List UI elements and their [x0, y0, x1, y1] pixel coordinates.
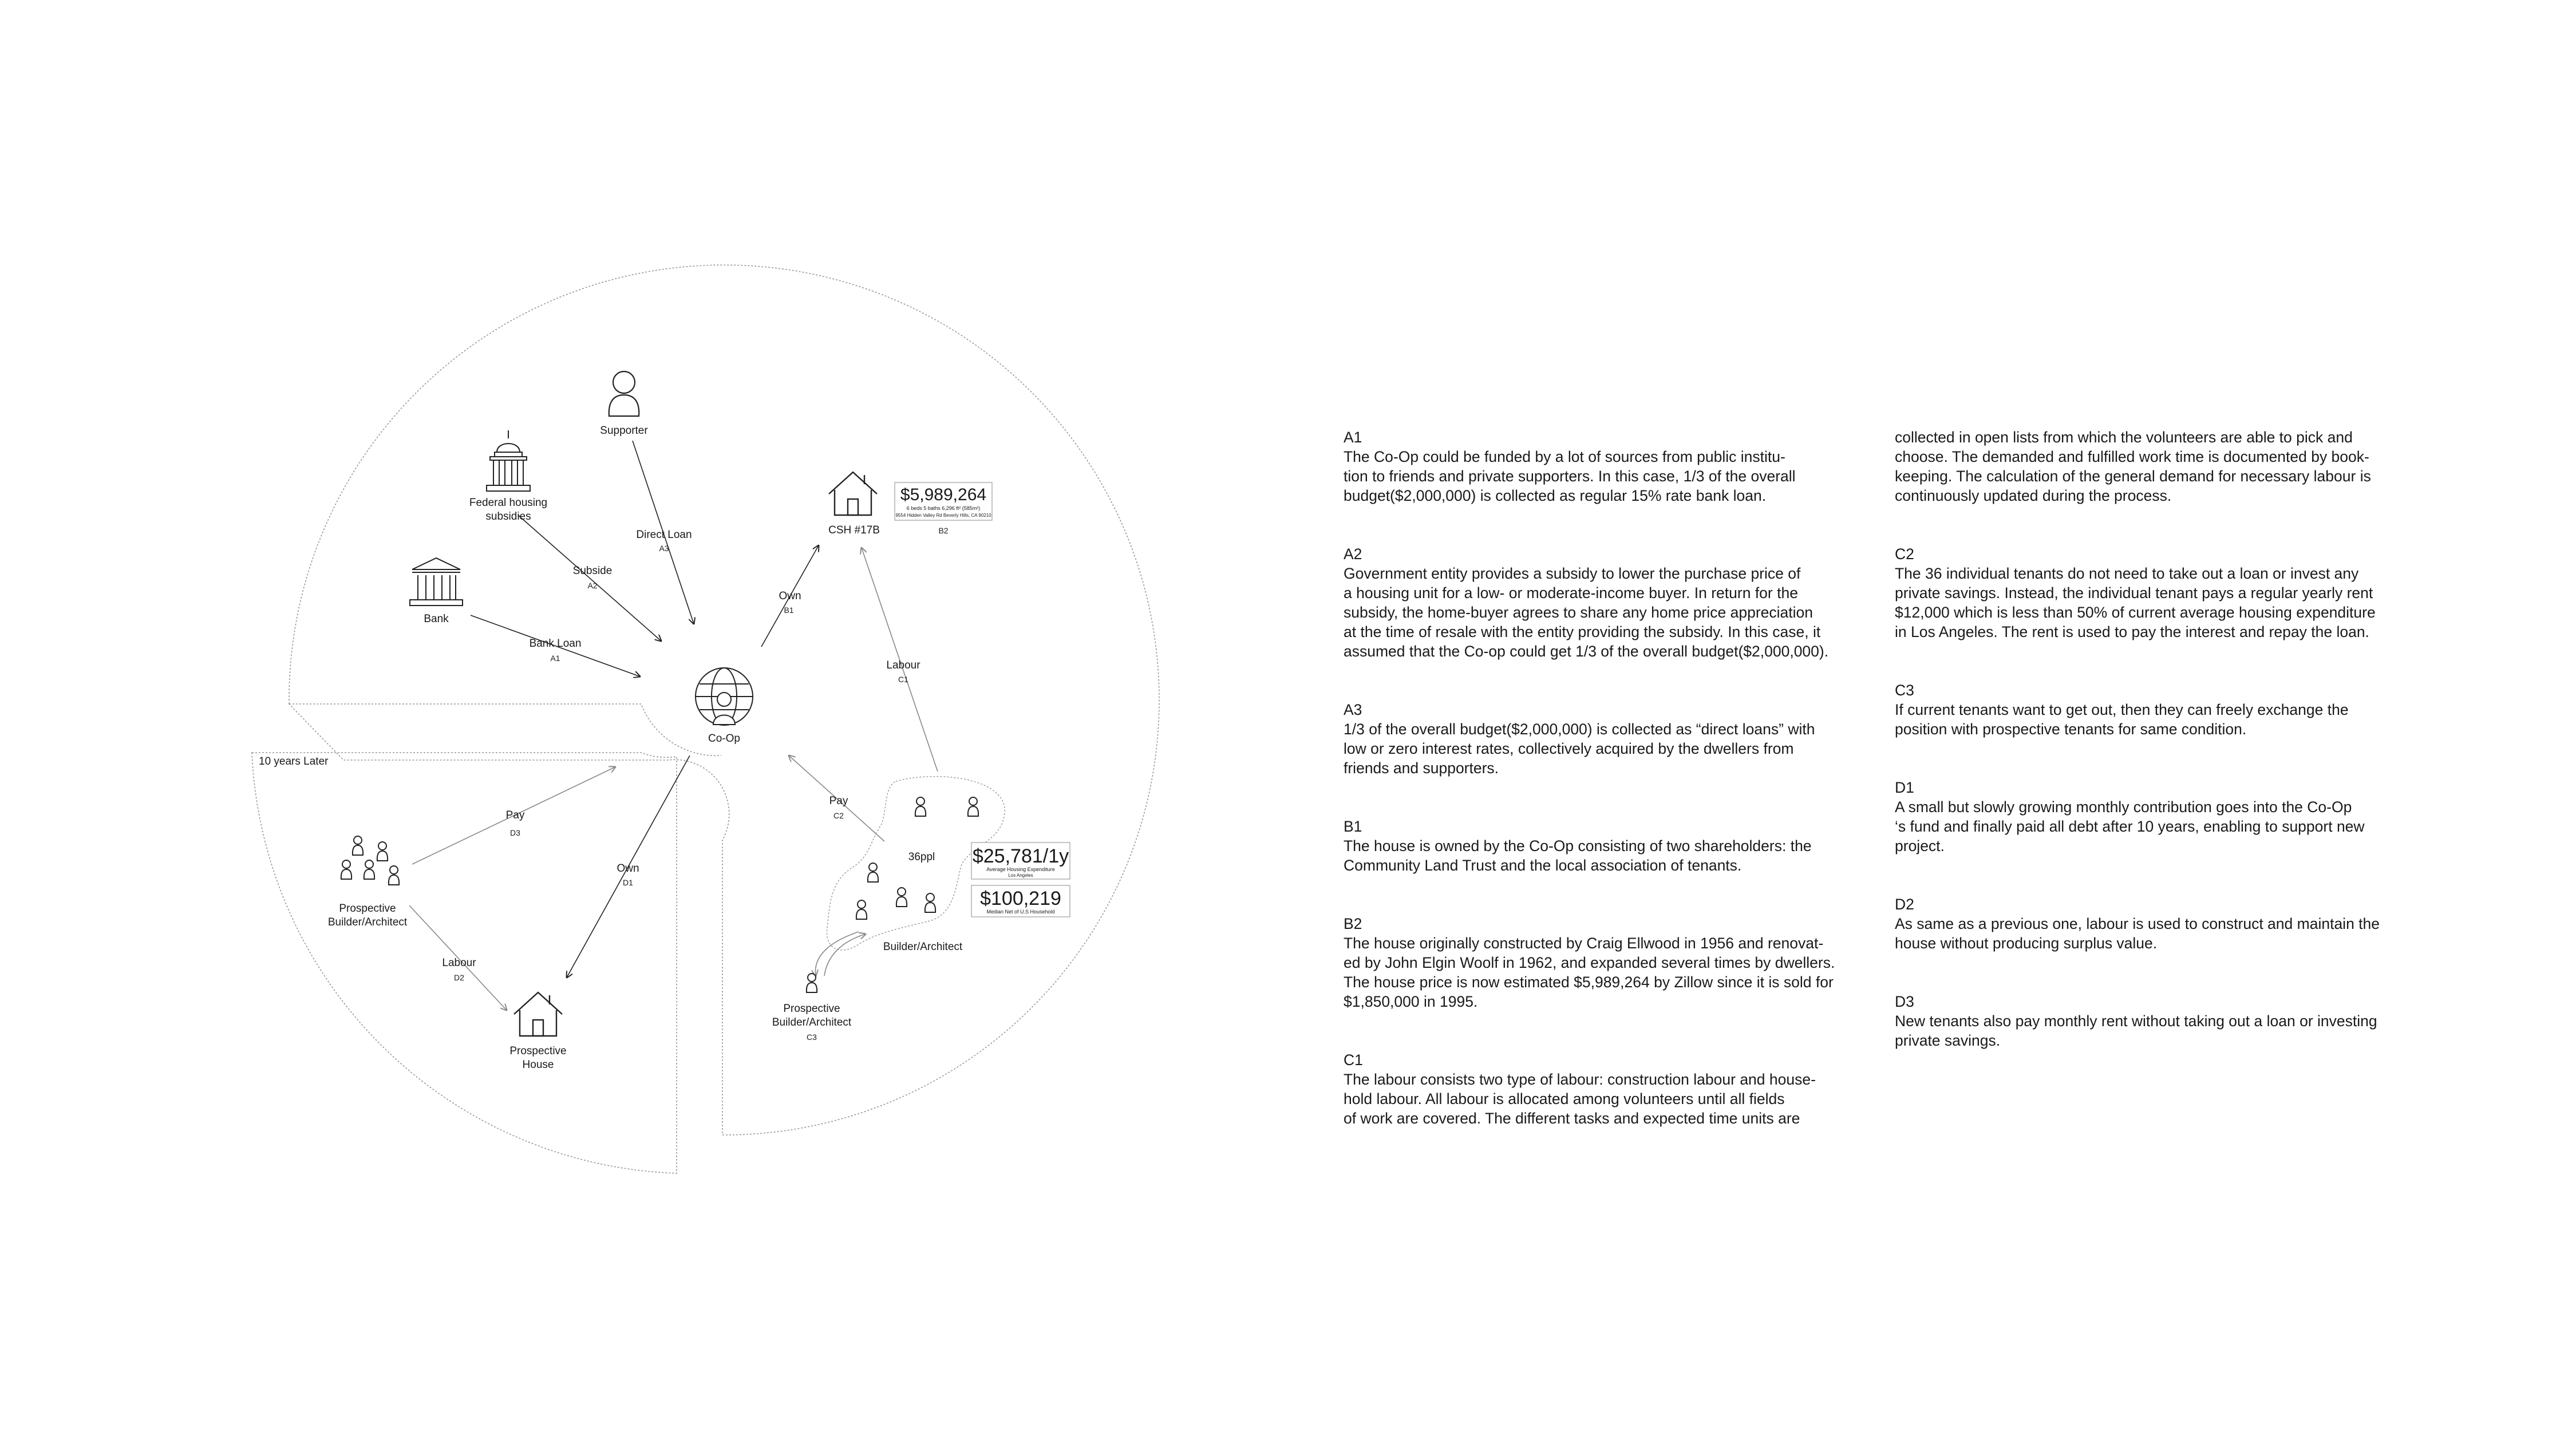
coop-globe-icon [696, 668, 753, 725]
supporter-label: Supporter [600, 425, 648, 437]
supporter-icon [609, 371, 639, 416]
people-count-label: 36ppl [908, 851, 935, 863]
note-d3: D3 New tenants also pay monthly rent without taking out a loan or investing private savings. [1895, 993, 2377, 1049]
household-income-amount: $100,219 [980, 888, 1061, 909]
housing-expenditure-detail1: Average Housing Expenditure [986, 867, 1055, 872]
pay-c2-code: C2 [833, 811, 844, 820]
note-c3: C3 If current tenants want to get out, then they can freely exchange the position with prospective tenants for same condition. [1895, 682, 2349, 738]
own-b1-label: Own [779, 590, 801, 602]
prospective-tenant-icon [807, 974, 817, 992]
house-price-box [895, 482, 992, 520]
household-income-detail1: Median Net of U.S Household [986, 909, 1055, 915]
own-d1-code: D1 [623, 878, 633, 887]
own-b1-code: B1 [784, 606, 794, 615]
bank-icon [410, 558, 463, 606]
note-d1: D1 A small but slowly growing monthly contribution goes into the Co-Op ‘s fund and finally paid all debt after 10 years, enabling to support new project. [1895, 779, 2365, 854]
coop-label: Co-Op [708, 733, 740, 745]
prospective-builder-c3-line2: Builder/Architect [772, 1016, 852, 1028]
note-a3: A3 1/3 of the overall budget($2,000,000) is collected as “direct loans” with low or zero interest rates, collectively acquired by the dwellers from friends and supporters. [1344, 701, 1815, 777]
labour-d2-label: Labour [442, 957, 476, 969]
own-d1-label: Own [617, 863, 639, 875]
csh-label: CSH #17B [828, 524, 880, 536]
house-icon [829, 472, 877, 515]
builder-label: Builder/Architect [883, 941, 963, 953]
labour-c1-label: Labour [886, 659, 920, 671]
direct-loan-code: A3 [659, 544, 669, 553]
notes-column-2 [1895, 408, 2427, 1089]
bank-loan-label: Bank Loan [529, 638, 582, 650]
exchange-c3-return-arrow [824, 934, 866, 976]
b2-code: B2 [938, 526, 949, 535]
ten-years-label: 10 years Later [259, 755, 329, 767]
bank-label: Bank [424, 613, 449, 625]
house-price-detail2: 9554 Hidden Valley Rd Beverly Hills, CA 90210 [895, 513, 991, 518]
note-a1: A1 The Co-Op could be funded by a lot of sources from public institu- tion to friends and private supporters. In this case, 1/3 of the overall budget($2,000,000) is collected as regular 15% rate bank loan. [1344, 429, 1796, 504]
exchange-c3-arrow [815, 932, 859, 976]
labour-c1-code: C1 [898, 675, 908, 684]
prospective-builder-d-line2: Builder/Architect [327, 916, 408, 928]
note-a2: A2 Government entity provides a subsidy to lower the purchase price of a housing unit for a low- or moderate-income buyer. In return for the subsidy, the home-buyer agrees to share any home price appreciation at the time of resale with the entity providing the subsidy. In this case, it assumed that the Co-op could get 1/3 of the overall budget($2,000,000). [1344, 545, 1829, 660]
housing-expenditure-box [971, 842, 1070, 879]
direct-loan-label: Direct Loan [636, 529, 692, 541]
pay-d3-label: Pay [505, 809, 525, 821]
note-b2: B2 The house originally constructed by Craig Ellwood in 1956 and renovat- ed by John Elgin Woolf in 1962, and expanded several times by dwellers. The house price is now estimated $5,989,264 by Zillow since it is sold for $1,850,000 in 1995. [1344, 915, 1835, 1010]
note-d2: D2 As same as a previous one, labour is used to construct and maintain the house without producing surplus value. [1895, 896, 2380, 952]
labour-d2-code: D2 [454, 973, 464, 982]
federal-label-line1: Federal housing [469, 497, 548, 509]
note-b1: B1 The house is owned by the Co-Op consisting of two shareholders: the Community Land Trust and the local association of tenants. [1344, 818, 1812, 874]
pay-c2-label: Pay [829, 795, 848, 807]
house-price-amount: $5,989,264 [900, 485, 987, 504]
prospective-house-line1: Prospective [509, 1045, 567, 1057]
prospective-house-line2: House [522, 1059, 554, 1071]
housing-expenditure-detail2: Los Angeles [1008, 873, 1033, 878]
capitol-icon [487, 430, 530, 491]
notes-column-1 [1344, 408, 1876, 1167]
note-c1: C1 The labour consists two type of labour: construction labour and house- hold labour. All labour is allocated among volunteers until all fields of work are covered. The different tasks and expected time units are [1344, 1051, 1816, 1127]
prospective-builder-c3-line1: Prospective [783, 1003, 840, 1015]
house-price-detail1: 6 beds 5 baths 6,296 ft² (585m²) [906, 505, 981, 511]
c3-code: C3 [807, 1032, 817, 1042]
bank-loan-code: A1 [550, 654, 560, 663]
prospective-builder-group-icon [341, 836, 399, 885]
funding-diagram [0, 0, 1202, 1448]
note-c1-continued: collected in open lists from which the volunteers are able to pick and choose. The demanded and fulfilled work time is documented by book- keeping. The calculation of the general demand for necessary labour is continuously updated during the process. [1895, 429, 2371, 504]
housing-expenditure-amount: $25,781/1y [972, 845, 1069, 867]
note-c2: C2 The 36 individual tenants do not need to take out a loan or invest any private savings. Instead, the individual tenant pays a regular yearly rent $12,000 which is less than 50% of current average housing expenditure in Los Angeles. The rent is used to pay the interest and repay the loan. [1895, 545, 2376, 640]
prospective-builder-d-line1: Prospective [339, 903, 396, 915]
federal-label-line2: subsidies [485, 511, 531, 523]
household-income-box [971, 885, 1070, 917]
subside-code: A2 [587, 581, 598, 590]
prospective-house-icon [514, 992, 562, 1036]
pay-d3-code: D3 [510, 828, 520, 837]
inner-notch [289, 704, 721, 755]
subside-label: Subside [572, 565, 613, 577]
